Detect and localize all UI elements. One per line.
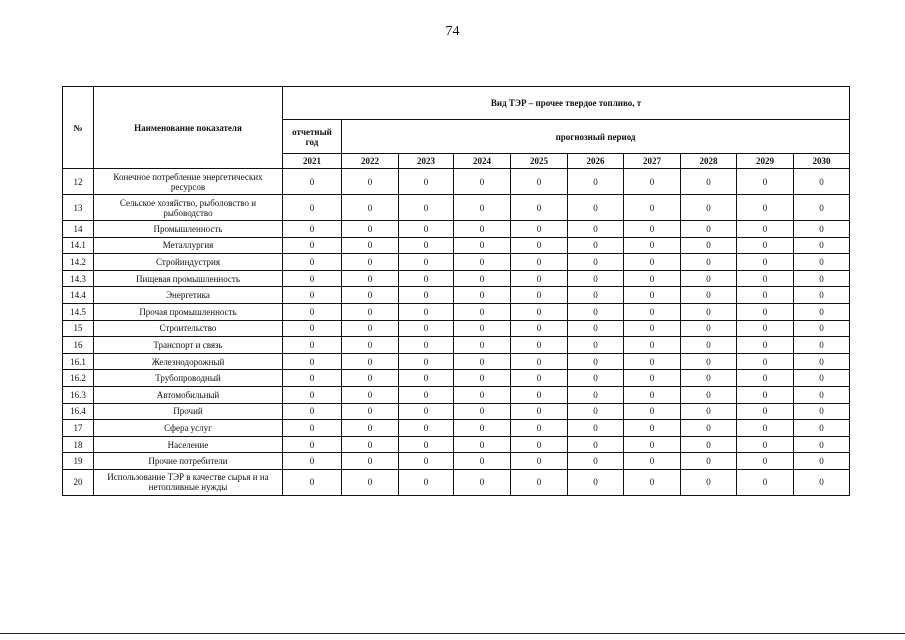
row-number: 19 xyxy=(63,453,94,470)
value-cell: 0 xyxy=(454,195,511,221)
value-cell: 0 xyxy=(283,303,342,320)
value-cell: 0 xyxy=(624,320,681,337)
value-cell: 0 xyxy=(794,254,850,271)
value-cell: 0 xyxy=(794,386,850,403)
value-cell: 0 xyxy=(511,353,568,370)
value-cell: 0 xyxy=(794,303,850,320)
value-cell: 0 xyxy=(681,420,737,437)
value-cell: 0 xyxy=(283,195,342,221)
row-indicator-name: Транспорт и связь xyxy=(94,337,283,354)
value-cell: 0 xyxy=(454,337,511,354)
table-row xyxy=(63,453,850,470)
value-cell: 0 xyxy=(399,303,454,320)
value-cell: 0 xyxy=(511,221,568,238)
row-indicator-name: Промышленность xyxy=(94,221,283,238)
row-indicator-name: Прочий xyxy=(94,403,283,420)
year-header: 2030 xyxy=(794,154,850,169)
value-cell: 0 xyxy=(283,469,342,495)
value-cell: 0 xyxy=(342,436,399,453)
value-cell: 0 xyxy=(794,436,850,453)
row-indicator-name: Металлургия xyxy=(94,237,283,254)
value-cell: 0 xyxy=(737,453,794,470)
value-cell: 0 xyxy=(624,386,681,403)
table-row xyxy=(63,254,850,271)
value-cell: 0 xyxy=(568,453,624,470)
value-cell: 0 xyxy=(283,270,342,287)
value-cell: 0 xyxy=(399,453,454,470)
value-cell: 0 xyxy=(511,337,568,354)
column-header-name: Наименование показателя xyxy=(94,87,283,169)
value-cell: 0 xyxy=(454,453,511,470)
row-number: 14.2 xyxy=(63,254,94,271)
value-cell: 0 xyxy=(511,270,568,287)
value-cell: 0 xyxy=(399,254,454,271)
value-cell: 0 xyxy=(454,254,511,271)
row-number: 16 xyxy=(63,337,94,354)
value-cell: 0 xyxy=(681,403,737,420)
value-cell: 0 xyxy=(511,320,568,337)
value-cell: 0 xyxy=(568,303,624,320)
value-cell: 0 xyxy=(399,420,454,437)
value-cell: 0 xyxy=(737,237,794,254)
row-number: 14.5 xyxy=(63,303,94,320)
value-cell: 0 xyxy=(342,195,399,221)
value-cell: 0 xyxy=(568,436,624,453)
value-cell: 0 xyxy=(624,370,681,387)
row-number: 17 xyxy=(63,420,94,437)
value-cell: 0 xyxy=(511,169,568,195)
value-cell: 0 xyxy=(342,237,399,254)
value-cell: 0 xyxy=(399,320,454,337)
value-cell: 0 xyxy=(737,303,794,320)
value-cell: 0 xyxy=(283,453,342,470)
value-cell: 0 xyxy=(454,403,511,420)
value-cell: 0 xyxy=(624,420,681,437)
value-cell: 0 xyxy=(283,237,342,254)
value-cell: 0 xyxy=(681,386,737,403)
value-cell: 0 xyxy=(681,195,737,221)
table-row xyxy=(63,386,850,403)
value-cell: 0 xyxy=(342,403,399,420)
value-cell: 0 xyxy=(342,320,399,337)
value-cell: 0 xyxy=(283,337,342,354)
row-number: 18 xyxy=(63,436,94,453)
year-header: 2025 xyxy=(511,154,568,169)
value-cell: 0 xyxy=(342,469,399,495)
value-cell: 0 xyxy=(624,337,681,354)
value-cell: 0 xyxy=(737,436,794,453)
value-cell: 0 xyxy=(568,469,624,495)
row-number: 12 xyxy=(63,169,94,195)
table-row xyxy=(63,320,850,337)
value-cell: 0 xyxy=(568,270,624,287)
value-cell: 0 xyxy=(342,453,399,470)
row-indicator-name: Использование ТЭР в качестве сырья и на нетопливные нужды xyxy=(94,469,283,495)
value-cell: 0 xyxy=(283,221,342,238)
row-number: 15 xyxy=(63,320,94,337)
value-cell: 0 xyxy=(737,337,794,354)
row-number: 13 xyxy=(63,195,94,221)
value-cell: 0 xyxy=(511,370,568,387)
value-cell: 0 xyxy=(568,386,624,403)
tep-type-header: Вид ТЭР – прочее твердое топливо, т xyxy=(283,87,850,120)
table-row xyxy=(63,303,850,320)
value-cell: 0 xyxy=(399,221,454,238)
value-cell: 0 xyxy=(568,353,624,370)
value-cell: 0 xyxy=(624,436,681,453)
year-header: 2021 xyxy=(283,154,342,169)
value-cell: 0 xyxy=(511,420,568,437)
value-cell: 0 xyxy=(737,254,794,271)
year-header: 2026 xyxy=(568,154,624,169)
table-row xyxy=(63,337,850,354)
value-cell: 0 xyxy=(794,287,850,304)
table-row xyxy=(63,353,850,370)
row-number: 16.3 xyxy=(63,386,94,403)
value-cell: 0 xyxy=(454,303,511,320)
table-body xyxy=(63,169,850,496)
row-number: 16.4 xyxy=(63,403,94,420)
value-cell: 0 xyxy=(568,195,624,221)
value-cell: 0 xyxy=(399,270,454,287)
year-header: 2029 xyxy=(737,154,794,169)
value-cell: 0 xyxy=(568,221,624,238)
value-cell: 0 xyxy=(681,453,737,470)
value-cell: 0 xyxy=(454,420,511,437)
value-cell: 0 xyxy=(342,221,399,238)
table-row xyxy=(63,169,850,195)
table-row xyxy=(63,436,850,453)
row-number: 16.2 xyxy=(63,370,94,387)
value-cell: 0 xyxy=(737,370,794,387)
value-cell: 0 xyxy=(283,436,342,453)
value-cell: 0 xyxy=(794,469,850,495)
value-cell: 0 xyxy=(737,287,794,304)
value-cell: 0 xyxy=(681,353,737,370)
value-cell: 0 xyxy=(399,436,454,453)
row-number: 14 xyxy=(63,221,94,238)
row-number: 14.3 xyxy=(63,270,94,287)
value-cell: 0 xyxy=(794,195,850,221)
value-cell: 0 xyxy=(794,403,850,420)
value-cell: 0 xyxy=(624,303,681,320)
value-cell: 0 xyxy=(511,303,568,320)
value-cell: 0 xyxy=(794,337,850,354)
forecast-period-header: прогнозный период xyxy=(342,120,850,154)
value-cell: 0 xyxy=(454,353,511,370)
value-cell: 0 xyxy=(681,320,737,337)
value-cell: 0 xyxy=(624,403,681,420)
row-number: 14.4 xyxy=(63,287,94,304)
value-cell: 0 xyxy=(454,436,511,453)
value-cell: 0 xyxy=(511,436,568,453)
value-cell: 0 xyxy=(399,403,454,420)
value-cell: 0 xyxy=(681,270,737,287)
value-cell: 0 xyxy=(568,320,624,337)
row-indicator-name: Энергетика xyxy=(94,287,283,304)
value-cell: 0 xyxy=(794,169,850,195)
column-header-number: № xyxy=(63,87,94,169)
page-bottom-rule xyxy=(0,633,905,634)
value-cell: 0 xyxy=(681,337,737,354)
value-cell: 0 xyxy=(342,270,399,287)
value-cell: 0 xyxy=(624,221,681,238)
value-cell: 0 xyxy=(511,453,568,470)
value-cell: 0 xyxy=(568,237,624,254)
value-cell: 0 xyxy=(624,270,681,287)
value-cell: 0 xyxy=(511,287,568,304)
value-cell: 0 xyxy=(737,195,794,221)
table-row xyxy=(63,287,850,304)
value-cell: 0 xyxy=(737,270,794,287)
row-indicator-name: Прочие потребители xyxy=(94,453,283,470)
value-cell: 0 xyxy=(283,254,342,271)
value-cell: 0 xyxy=(454,386,511,403)
row-indicator-name: Сфера услуг xyxy=(94,420,283,437)
value-cell: 0 xyxy=(454,370,511,387)
reported-year-header: отчетный год xyxy=(283,120,342,154)
value-cell: 0 xyxy=(454,270,511,287)
row-indicator-name: Строительство xyxy=(94,320,283,337)
value-cell: 0 xyxy=(342,303,399,320)
value-cell: 0 xyxy=(737,353,794,370)
value-cell: 0 xyxy=(568,403,624,420)
value-cell: 0 xyxy=(568,370,624,387)
value-cell: 0 xyxy=(624,469,681,495)
value-cell: 0 xyxy=(283,320,342,337)
value-cell: 0 xyxy=(399,370,454,387)
value-cell: 0 xyxy=(283,353,342,370)
value-cell: 0 xyxy=(342,386,399,403)
value-cell: 0 xyxy=(568,169,624,195)
value-cell: 0 xyxy=(737,221,794,238)
table-row xyxy=(63,370,850,387)
value-cell: 0 xyxy=(283,169,342,195)
row-indicator-name: Сельское хозяйство, рыболовство и рыбоводство xyxy=(94,195,283,221)
table-row xyxy=(63,469,850,495)
value-cell: 0 xyxy=(399,287,454,304)
value-cell: 0 xyxy=(399,237,454,254)
value-cell: 0 xyxy=(342,420,399,437)
value-cell: 0 xyxy=(624,169,681,195)
table-row xyxy=(63,237,850,254)
value-cell: 0 xyxy=(342,287,399,304)
value-cell: 0 xyxy=(511,237,568,254)
value-cell: 0 xyxy=(399,337,454,354)
value-cell: 0 xyxy=(283,287,342,304)
value-cell: 0 xyxy=(511,403,568,420)
value-cell: 0 xyxy=(737,403,794,420)
row-number: 16.1 xyxy=(63,353,94,370)
value-cell: 0 xyxy=(454,320,511,337)
value-cell: 0 xyxy=(624,453,681,470)
value-cell: 0 xyxy=(342,337,399,354)
value-cell: 0 xyxy=(283,370,342,387)
value-cell: 0 xyxy=(681,287,737,304)
value-cell: 0 xyxy=(681,469,737,495)
table-row xyxy=(63,270,850,287)
value-cell: 0 xyxy=(568,287,624,304)
value-cell: 0 xyxy=(737,386,794,403)
table-row xyxy=(63,221,850,238)
table-row xyxy=(63,403,850,420)
value-cell: 0 xyxy=(737,420,794,437)
value-cell: 0 xyxy=(681,303,737,320)
row-indicator-name: Трубопроводный xyxy=(94,370,283,387)
value-cell: 0 xyxy=(794,320,850,337)
value-cell: 0 xyxy=(511,195,568,221)
value-cell: 0 xyxy=(794,270,850,287)
value-cell: 0 xyxy=(568,337,624,354)
value-cell: 0 xyxy=(794,237,850,254)
value-cell: 0 xyxy=(399,169,454,195)
value-cell: 0 xyxy=(681,436,737,453)
year-header: 2027 xyxy=(624,154,681,169)
row-indicator-name: Пищевая промышленность xyxy=(94,270,283,287)
value-cell: 0 xyxy=(511,469,568,495)
row-indicator-name: Конечное потребление энергетических ресурсов xyxy=(94,169,283,195)
value-cell: 0 xyxy=(737,320,794,337)
value-cell: 0 xyxy=(283,403,342,420)
value-cell: 0 xyxy=(794,221,850,238)
value-cell: 0 xyxy=(454,169,511,195)
value-cell: 0 xyxy=(737,169,794,195)
year-header: 2024 xyxy=(454,154,511,169)
value-cell: 0 xyxy=(794,420,850,437)
row-number: 14.1 xyxy=(63,237,94,254)
row-indicator-name: Железнодорожный xyxy=(94,353,283,370)
energy-balance-table xyxy=(62,86,850,496)
value-cell: 0 xyxy=(454,287,511,304)
value-cell: 0 xyxy=(624,287,681,304)
value-cell: 0 xyxy=(794,370,850,387)
value-cell: 0 xyxy=(794,453,850,470)
row-indicator-name: Прочая промышленность xyxy=(94,303,283,320)
value-cell: 0 xyxy=(681,221,737,238)
value-cell: 0 xyxy=(399,353,454,370)
value-cell: 0 xyxy=(454,469,511,495)
value-cell: 0 xyxy=(624,254,681,271)
value-cell: 0 xyxy=(399,195,454,221)
value-cell: 0 xyxy=(624,195,681,221)
value-cell: 0 xyxy=(342,254,399,271)
value-cell: 0 xyxy=(681,169,737,195)
value-cell: 0 xyxy=(624,237,681,254)
table-row xyxy=(63,420,850,437)
row-number: 20 xyxy=(63,469,94,495)
year-header: 2028 xyxy=(681,154,737,169)
value-cell: 0 xyxy=(342,169,399,195)
value-cell: 0 xyxy=(511,254,568,271)
table-header xyxy=(63,87,850,169)
page-number: 74 xyxy=(445,24,460,39)
value-cell: 0 xyxy=(737,469,794,495)
value-cell: 0 xyxy=(624,353,681,370)
value-cell: 0 xyxy=(342,353,399,370)
value-cell: 0 xyxy=(454,221,511,238)
value-cell: 0 xyxy=(794,353,850,370)
row-indicator-name: Население xyxy=(94,436,283,453)
value-cell: 0 xyxy=(568,420,624,437)
value-cell: 0 xyxy=(283,420,342,437)
table-row xyxy=(63,195,850,221)
value-cell: 0 xyxy=(342,370,399,387)
value-cell: 0 xyxy=(681,254,737,271)
value-cell: 0 xyxy=(399,469,454,495)
year-header: 2023 xyxy=(399,154,454,169)
value-cell: 0 xyxy=(681,237,737,254)
row-indicator-name: Автомобильный xyxy=(94,386,283,403)
value-cell: 0 xyxy=(568,254,624,271)
value-cell: 0 xyxy=(511,386,568,403)
value-cell: 0 xyxy=(681,370,737,387)
value-cell: 0 xyxy=(283,386,342,403)
value-cell: 0 xyxy=(454,237,511,254)
value-cell: 0 xyxy=(399,386,454,403)
year-header: 2022 xyxy=(342,154,399,169)
row-indicator-name: Стройиндустрия xyxy=(94,254,283,271)
